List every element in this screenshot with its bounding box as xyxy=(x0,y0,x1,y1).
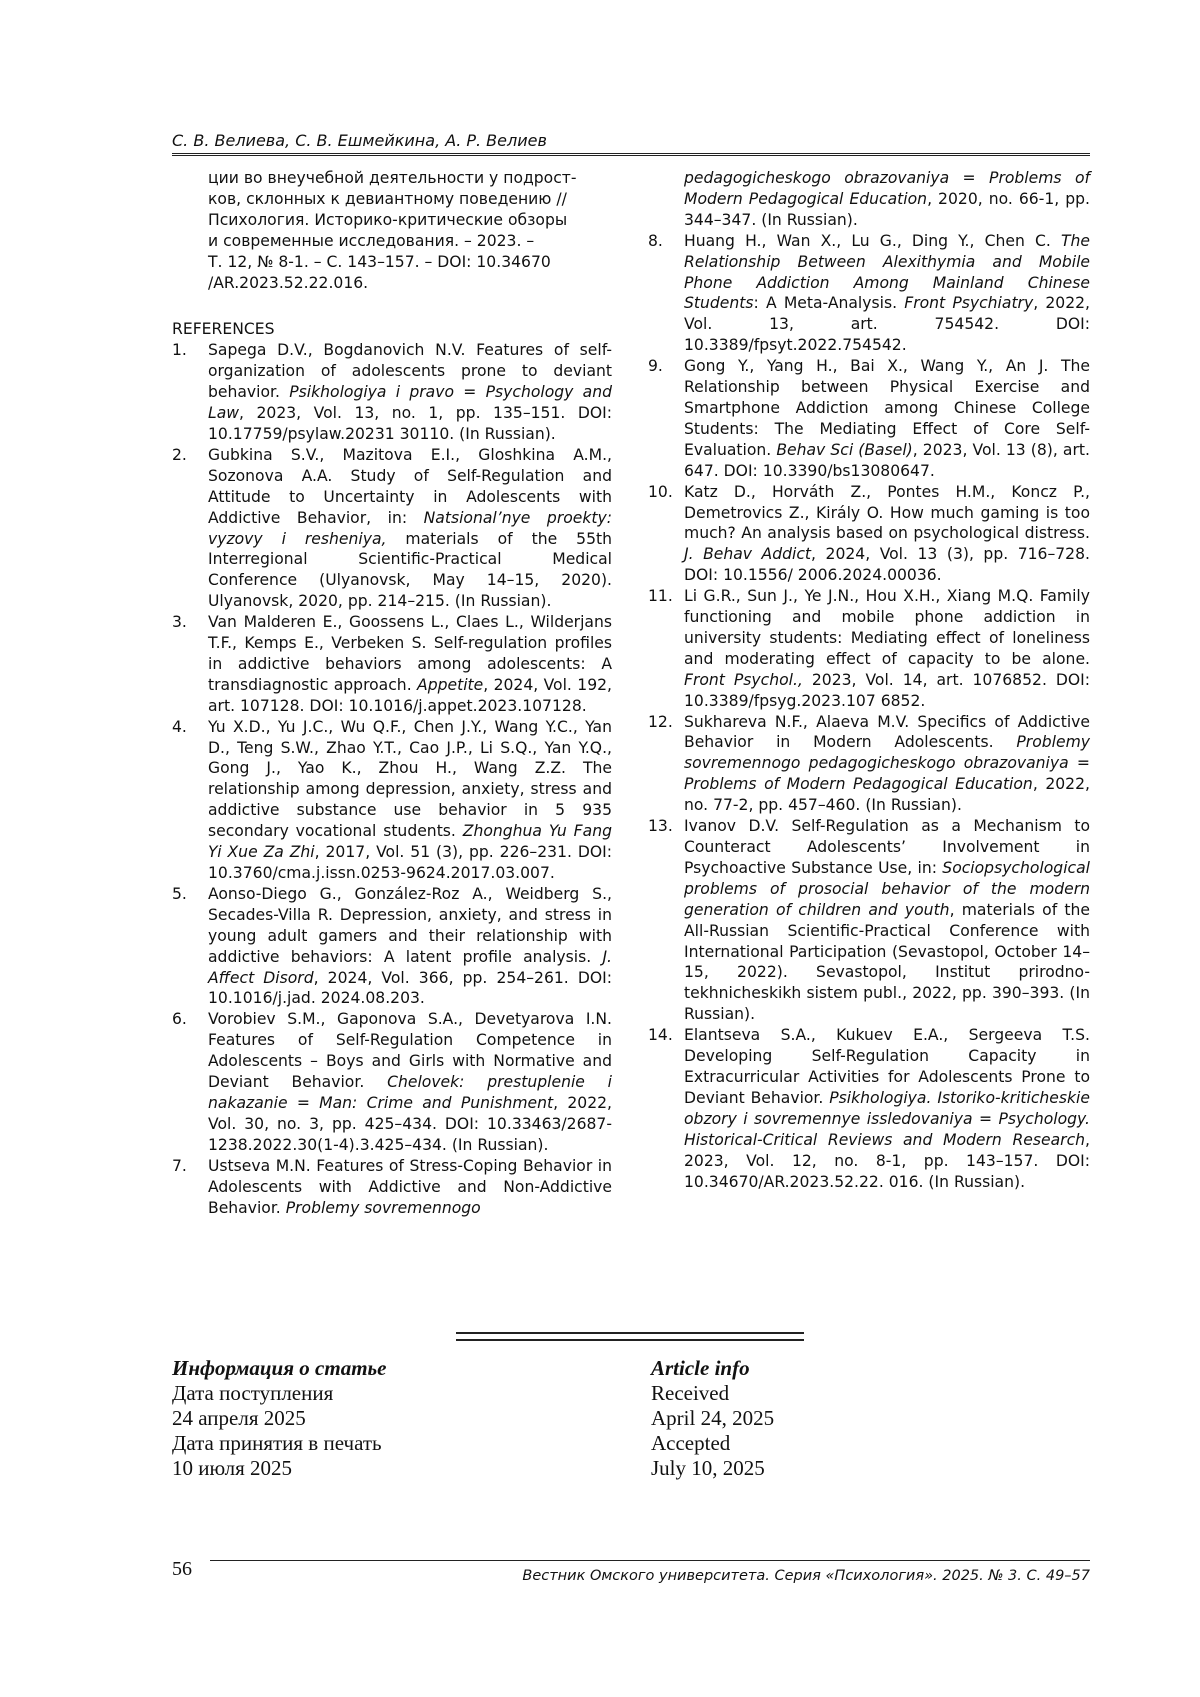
references-heading: REFERENCES xyxy=(172,320,275,339)
reference-item xyxy=(172,1009,612,1155)
reference-item xyxy=(172,717,612,884)
reference-item xyxy=(648,712,1090,817)
accepted-label: Accepted xyxy=(651,1431,731,1455)
footer-rule xyxy=(210,1560,1090,1561)
reference-text: : A Meta-Analysis. xyxy=(753,294,905,313)
received-date: April 24, 2025 xyxy=(651,1406,775,1430)
reference-item-continued xyxy=(648,168,1090,231)
reference-text: Van Malderen E., Goossens L., Claes L., Wilderjans T.F., Kemps E., Verbeken S. Self-regulation profiles in addictive behaviors among adolescents: A transdiagnostic approach. xyxy=(208,613,612,694)
article-info-ru xyxy=(172,1356,386,1481)
reference-number: 5. xyxy=(172,884,187,903)
reference-number: 2. xyxy=(172,445,187,464)
reference-text: 2023, Vol. 14, art. 1076852. DOI: 10.3389/fpsyg.2023.107 6852. xyxy=(684,670,1091,710)
reference-number: 13. xyxy=(648,817,673,836)
reference-item xyxy=(648,586,1090,711)
accepted-label: Дата принятия в печать xyxy=(172,1431,382,1455)
left-column xyxy=(172,168,612,1218)
reference-number: 1. xyxy=(172,341,187,360)
reference-number: 11. xyxy=(648,587,673,606)
reference-source-title: Sociopsychological problems of prosocial behavior of the modern generation of children and youth xyxy=(684,858,1090,919)
reference-text: Huang H., Wan X., Lu G., Ding Y., Chen C. xyxy=(684,231,1061,250)
reference-source-title: Psikhologiya. Istoriko-kriticheskie obzory i sovremennye issledovaniya = Psychology. Historical-Critical Reviews and Modern Research xyxy=(684,1088,1090,1149)
reference-number: 12. xyxy=(648,712,673,731)
reference-text: Ivanov D.V. Self-Regulation as a Mechanism to Counteract Adolescents’ Involvement in Psychoactive Substance Use, in: xyxy=(684,817,1090,877)
reference-text: , 2022, no. 77-2, pp. 457–460. (In Russian). xyxy=(684,775,1090,815)
reference-item xyxy=(172,1156,612,1219)
reference-source-title: Problemy sovremennogo xyxy=(285,1198,481,1217)
reference-number: 8. xyxy=(648,231,663,250)
reference-number: 7. xyxy=(172,1156,187,1175)
reference-item xyxy=(172,340,612,445)
received-date: 24 апреля 2025 xyxy=(172,1406,306,1430)
reference-item xyxy=(648,1025,1090,1192)
reference-item xyxy=(172,445,612,612)
page-number: 56 xyxy=(172,1558,192,1580)
reference-text: Sapega D.V., Bogdanovich N.V. Features of self-organization of adolescents prone to deviant behavior. xyxy=(208,341,612,402)
reference-text: , 2023, Vol. 13 (8), art. 647. DOI: 10.3390/bs13080647. xyxy=(684,440,1090,480)
reference-source-title: Front Psychol., xyxy=(684,670,803,689)
reference-text: materials of the 55th Interregional Scientific-Practical Medical Conference (Ulyanovsk, May 14–15, 2020). Ulyanovsk, 2020, pp. 214–215. (In Russian). xyxy=(208,529,612,611)
reference-source-title: pedagogicheskogo obrazovaniya = Problems of Modern Pedagogical Education xyxy=(684,169,1090,208)
reference-text: Elantseva S.A., Kukuev E.A., Sergeeva T.S. Developing Self-Regulation Capacity in Extracurricular Activities for Adolescents Prone to Deviant Behavior. xyxy=(684,1026,1090,1107)
reference-text: Gubkina S.V., Mazitova E.I., Gloshkina A.M., Sozonova A.A. Study of Self-Regulation and Attitude to Uncertainty in Adolescents with Addictive Behavior, in: xyxy=(208,445,612,527)
article-info-en-title: Article info xyxy=(651,1356,750,1380)
reference-text: Aonso-Diego G., González-Roz A., Weidberg S., Secades-Villa R. Depression, anxiety, and stress in young adult gamers and their relationship with addictive behaviors: A latent profile analysis. xyxy=(208,884,612,966)
reference-text: , 2022, Vol. 13, art. 754542. DOI: 10.3389/fpsyt.2022.754542. xyxy=(684,294,1090,355)
right-column xyxy=(648,168,1090,1192)
reference-text: , 2024, Vol. 366, pp. 254–261. DOI: 10.1016/j.jad. 2024.08.203. xyxy=(208,968,612,1008)
reference-text: Vorobiev S.M., Gaponova S.A., Devetyarova I.N. Features of Self-Regulation Competence in Adolescents – Boys and Girls with Normative and Deviant Behavior. xyxy=(208,1010,612,1092)
reference-source-title: Zhonghua Yu Fang Yi Xue Za Zhi xyxy=(208,822,612,862)
running-header: С. В. Велиева, С. В. Ешмейкина, А. Р. Велиев xyxy=(172,131,1090,156)
reference-number: 3. xyxy=(172,613,187,632)
reference-item xyxy=(648,816,1090,1025)
reference-source-title: Chelovek: prestuplenie i nakazanie = Man: Crime and Punishment xyxy=(208,1073,612,1112)
reference-source-title: Natsional’nye proekty: vyzovy i resheniya, xyxy=(208,508,613,548)
accepted-date: July 10, 2025 xyxy=(651,1456,765,1480)
reference-source-title: Appetite xyxy=(417,675,484,694)
reference-number: 10. xyxy=(648,482,673,501)
article-info-en xyxy=(651,1356,774,1481)
received-label: Дата поступления xyxy=(172,1381,334,1405)
reference-item xyxy=(648,231,1090,356)
reference-text: Katz D., Horváth Z., Pontes H.M., Koncz P., Demetrovics Z., Király O. How much gaming is too much? An analysis based on psychological distress. xyxy=(684,482,1090,543)
reference-source-title: The Relationship Between Alexithymia and Mobile Phone Addiction Among Mainland Chinese Students xyxy=(684,231,1090,313)
reference-number: 6. xyxy=(172,1010,187,1029)
reference-text: Sukhareva N.F., Alaeva M.V. Specifics of Addictive Behavior in Modern Adolescents. xyxy=(684,712,1090,752)
reference-text: , 2022, Vol. 30, no. 3, pp. 425–434. DOI: 10.33463/2687-1238.2022.30(1-4).3.425–434. (In Russian). xyxy=(208,1093,612,1154)
reference-list-right xyxy=(648,168,1090,1192)
reference-source-title: Behav Sci (Basel) xyxy=(776,440,913,459)
reference-source-title: J. Affect Disord xyxy=(208,947,612,987)
accepted-date: 10 июля 2025 xyxy=(172,1456,293,1480)
reference-text: , 2023, Vol. 13, no. 1, pp. 135–151. DOI: 10.17759/psylaw.20231 30110. (In Russian). xyxy=(208,404,612,443)
reference-item xyxy=(648,482,1090,587)
reference-item xyxy=(172,884,612,1009)
journal-footer: Вестник Омского университета. Серия «Психология». 2025. № 3. С. 49–57 xyxy=(522,1568,1090,1584)
reference-source-title: J. Behav Addict xyxy=(684,545,812,564)
reference-text: Yu X.D., Yu J.C., Wu Q.F., Chen J.Y., Wang Y.C., Yan D., Teng S.W., Zhao Y.T., Cao J.P., Li S.Q., Yan Y.Q., Gong J., Yao K., Zhou H., Wang Z.Z. The relationship among depression, anxiety, stress and addictive substance use behavior in 5 935 secondary vocational students. xyxy=(208,717,612,841)
reference-text: Ustseva M.N. Features of Stress-Coping Behavior in Adolescents with Addictive and Non-Addictive Behavior. xyxy=(208,1156,612,1217)
previous-reference-continuation: ции во внеучебной деятельности у подрост- ков, склонных к девиантному поведению // Психология. Историко-критические обзоры и современные исследования. – 2023. – Т. 12, № 8-1. – С. 143–157. – DOI: 10.34670 /AR.2023.52.22.016. xyxy=(208,169,577,292)
reference-text: Gong Y., Yang H., Bai X., Wang Y., An J. The Relationship between Physical Exercise and Smartphone Addiction among Chinese College Students: The Mediating Effect of Core Self-Evaluation. xyxy=(684,357,1090,459)
reference-text: , 2024, Vol. 13 (3), pp. 716–728. DOI: 10.1556/ 2006.2024.00036. xyxy=(684,545,1090,585)
reference-number: 4. xyxy=(172,717,187,736)
reference-text: Li G.R., Sun J., Ye J.N., Hou X.H., Xiang M.Q. Family functioning and mobile phone addiction in university students: Mediating effect of loneliness and moderating effect of capacity to be alone. xyxy=(684,587,1090,668)
reference-text: , 2017, Vol. 51 (3), pp. 226–231. DOI: 10.3760/cma.j.issn.0253-9624.2017.03.007. xyxy=(208,843,612,882)
reference-source-title: Psikhologiya i pravo = Psychology and Law xyxy=(208,383,613,423)
reference-source-title: Problemy sovremennogo pedagogicheskogo obrazovaniya = Problems of Modern Pedagogical Education xyxy=(684,733,1090,794)
reference-text: , 2024, Vol. 192, art. 107128. DOI: 10.1016/j.appet.2023.107128. xyxy=(208,675,612,715)
reference-text: , 2020, no. 66-1, pp. 344–347. (In Russian). xyxy=(684,189,1090,229)
section-divider xyxy=(456,1332,804,1341)
reference-text: , 2023, Vol. 12, no. 8-1, pp. 143–157. DOI: 10.34670/AR.2023.52.22. 016. (In Russian). xyxy=(684,1130,1090,1191)
reference-item xyxy=(648,356,1090,481)
reference-source-title: Front Psychiatry xyxy=(904,294,1034,313)
article-info-ru-title: Информация о статье xyxy=(172,1356,387,1380)
reference-list-left xyxy=(172,340,612,1218)
reference-number: 14. xyxy=(648,1026,673,1045)
reference-item xyxy=(172,612,612,717)
received-label: Received xyxy=(651,1381,730,1405)
reference-number: 9. xyxy=(648,357,663,376)
reference-text: , materials of the All-Russian Scientific-Practical Conference with International Participation (Sevastopol, October 14–15, 2022). Sevastopol, Institut prirodno-tekhnicheskikh sistem publ., 2022, pp. 390–393. (In Russian). xyxy=(684,900,1090,1024)
